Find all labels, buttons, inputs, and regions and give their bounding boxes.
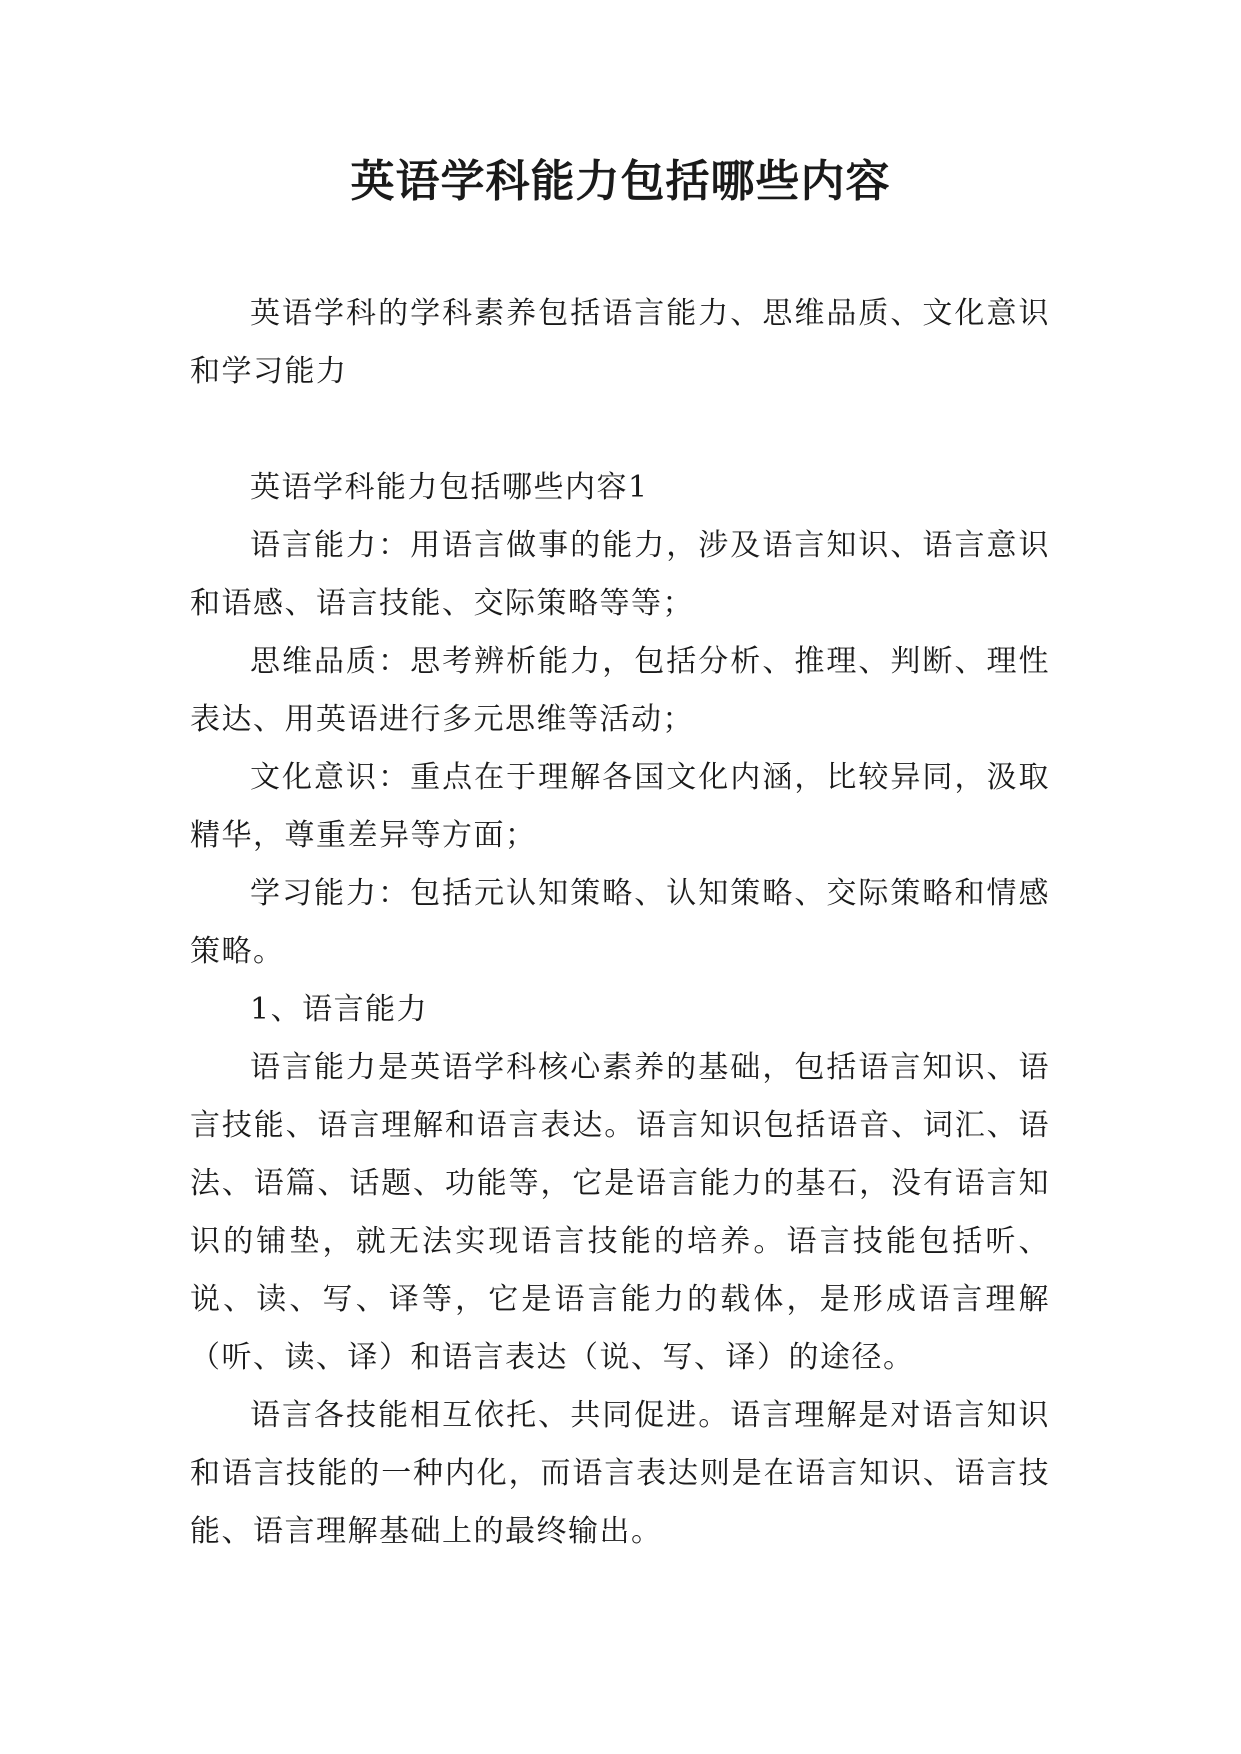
body-paragraph: 语言各技能相互依托、共同促进。语言理解是对语言知识和语言技能的一种内化，而语言表达则是在语言知识、语言技能、语言理解基础上的最终输出。 (190, 1398, 1050, 1549)
body-paragraph: 语言能力是英语学科核心素养的基础，包括语言知识、语言技能、语言理解和语言表达。语言知识包括语音、词汇、语法、语篇、话题、功能等，它是语言能力的基石，没有语言知识的铺垫，就无法实现语言技能的培养。语言技能包括听、说、读、写、译等，它是语言能力的载体，是形成语言理解（听、读、译）和语言表达（说、写、译）的途径。 (190, 1050, 1050, 1375)
document-title: 英语学科能力包括哪些内容 (350, 156, 891, 207)
item-learning-ability: 学习能力：包括元认知策略、认知策略、交际策略和情感策略。 (190, 876, 1050, 969)
section-heading: 英语学科能力包括哪些内容1 (250, 470, 649, 505)
document-body (190, 285, 1050, 1561)
item-cultural-awareness: 文化意识：重点在于理解各国文化内涵，比较异同，汲取精华，尊重差异等方面； (190, 760, 1050, 853)
intro-paragraph: 英语学科的学科素养包括语言能力、思维品质、文化意识和学习能力 (190, 296, 1050, 389)
subheading-language-ability: 1、语言能力 (250, 992, 429, 1027)
item-language-ability: 语言能力：用语言做事的能力，涉及语言知识、语言意识和语感、语言技能、交际策略等等； (190, 528, 1050, 621)
item-thinking-quality: 思维品质：思考辨析能力，包括分析、推理、判断、理性表达、用英语进行多元思维等活动； (190, 644, 1050, 737)
